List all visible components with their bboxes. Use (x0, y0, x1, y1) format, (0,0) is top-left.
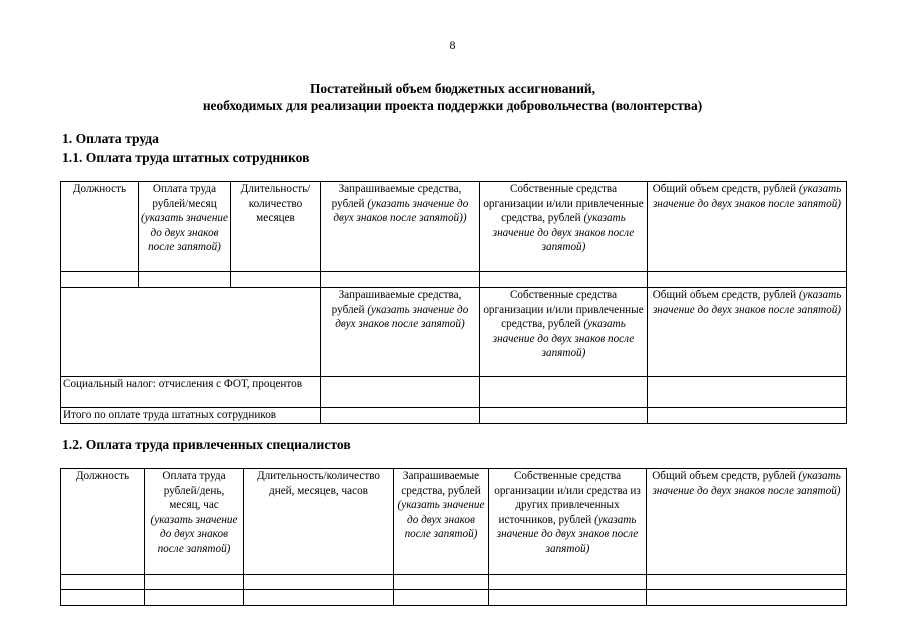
table-header-row (61, 469, 847, 575)
table-cell[interactable] (231, 272, 321, 288)
title-line-2: необходимых для реализации проекта поддержки добровольчества (волонтерства) (202, 98, 703, 113)
table-cell[interactable] (647, 575, 847, 590)
sub-col-total: Общий объем средств, рублей (652, 289, 797, 301)
col-duration: Длительность/количество дней, месяцев, часов (256, 470, 381, 497)
col-total-note: (указать значение до двух знаков после запятой) (652, 470, 841, 497)
header-cell (321, 288, 480, 377)
social-tax-label: Социальный налог: отчисления с ФОТ, процентов (61, 377, 321, 408)
table-cell[interactable] (647, 590, 847, 606)
header-cell (61, 469, 145, 575)
sub-col-total-note: (указать значение до двух знаков после запятой) (652, 289, 842, 316)
table-cell[interactable] (61, 272, 139, 288)
table-cell[interactable] (394, 590, 489, 606)
specialists-labor-table (60, 468, 847, 606)
table-cell[interactable] (244, 575, 394, 590)
table-cell[interactable] (321, 377, 480, 408)
table-header-row (61, 182, 847, 272)
table-row (61, 377, 847, 408)
table-cell[interactable] (480, 377, 648, 408)
table-cell[interactable] (61, 590, 145, 606)
table-row (61, 272, 847, 288)
header-cell (61, 182, 139, 272)
staff-labor-table (60, 181, 847, 424)
table-cell[interactable] (321, 408, 480, 424)
col-salary-note: (указать значение до двух знаков после запятой) (150, 513, 238, 555)
table-row (61, 590, 847, 606)
header-cell (489, 469, 647, 575)
subheader-row (61, 288, 847, 377)
header-cell (321, 182, 480, 272)
col-position: Должность (72, 183, 127, 195)
header-cell (648, 288, 847, 377)
header-cell (139, 182, 231, 272)
sub-col-own-funds: Собственные средства организации и/или привлеченные средства, рублей (483, 289, 644, 331)
header-cell (647, 469, 847, 575)
header-cell (394, 469, 489, 575)
header-cell (145, 469, 244, 575)
col-own-funds-note: (указать значение до двух знаков после запятой) (496, 513, 639, 555)
sub-col-own-funds-note: (указать значение до двух знаков после запятой) (492, 318, 635, 360)
col-total-note: (указать значение до двух знаков после запятой) (652, 183, 842, 210)
table-cell[interactable] (244, 590, 394, 606)
total-staff-label: Итого по оплате труда штатных сотрудников (61, 408, 321, 424)
document-title (60, 80, 845, 114)
title-line-1: Постатейный объем бюджетных ассигнований, (310, 81, 595, 96)
table-row (61, 575, 847, 590)
header-cell (480, 182, 648, 272)
sub-col-requested-note: (указать значение до двух знаков после запятой) (335, 303, 469, 331)
section-heading-labor: 1. Оплата труда (62, 131, 159, 146)
table-cell[interactable] (480, 272, 648, 288)
table-cell[interactable] (489, 590, 647, 606)
col-own-funds-note: (указать значение до двух знаков после запятой) (492, 212, 635, 254)
table-cell[interactable] (145, 575, 244, 590)
header-cell (480, 288, 648, 377)
page-number: 8 (449, 38, 456, 52)
col-salary: Оплата труда рублей/месяц (152, 183, 217, 210)
col-position: Должность (75, 470, 130, 482)
col-own-funds: Собственные средства организации и/или средства из других привлеченных источников, рублей (494, 470, 641, 526)
table-cell[interactable] (480, 408, 648, 424)
header-cell (648, 182, 847, 272)
table-cell[interactable] (489, 575, 647, 590)
table-cell[interactable] (145, 590, 244, 606)
col-total: Общий объем средств, рублей (652, 183, 797, 195)
table-row (61, 408, 847, 424)
col-requested-note: (указать значение до двух знаков после запятой) (397, 499, 485, 541)
table-cell[interactable] (139, 272, 231, 288)
header-cell (231, 182, 321, 272)
table-cell[interactable] (61, 575, 145, 590)
header-cell (244, 469, 394, 575)
col-own-funds: Собственные средства организации и/или привлеченные средства, рублей (483, 183, 644, 225)
col-total: Общий объем средств, рублей (652, 470, 796, 482)
col-salary: Оплата труда рублей/день, месяц, час (162, 470, 226, 512)
section-heading-staff: 1.1. Оплата труда штатных сотрудников (62, 150, 310, 165)
table-cell[interactable] (648, 272, 847, 288)
col-requested: Запрашиваемые средства, рублей (331, 183, 462, 210)
table-cell[interactable] (648, 377, 847, 408)
blank-cell (61, 288, 321, 377)
col-duration: Длительность/ количество месяцев (240, 183, 311, 225)
table-cell[interactable] (394, 575, 489, 590)
section-heading-specialists: 1.2. Оплата труда привлеченных специалистов (62, 437, 351, 452)
col-requested: Запрашиваемые средства, рублей (401, 470, 481, 497)
table-cell[interactable] (648, 408, 847, 424)
col-requested-note: (указать значение до двух знаков после запятой)) (333, 197, 469, 225)
table-cell[interactable] (321, 272, 480, 288)
col-salary-note: (указать значение до двух знаков после запятой) (141, 212, 228, 254)
sub-col-requested: Запрашиваемые средства, рублей (331, 289, 462, 316)
